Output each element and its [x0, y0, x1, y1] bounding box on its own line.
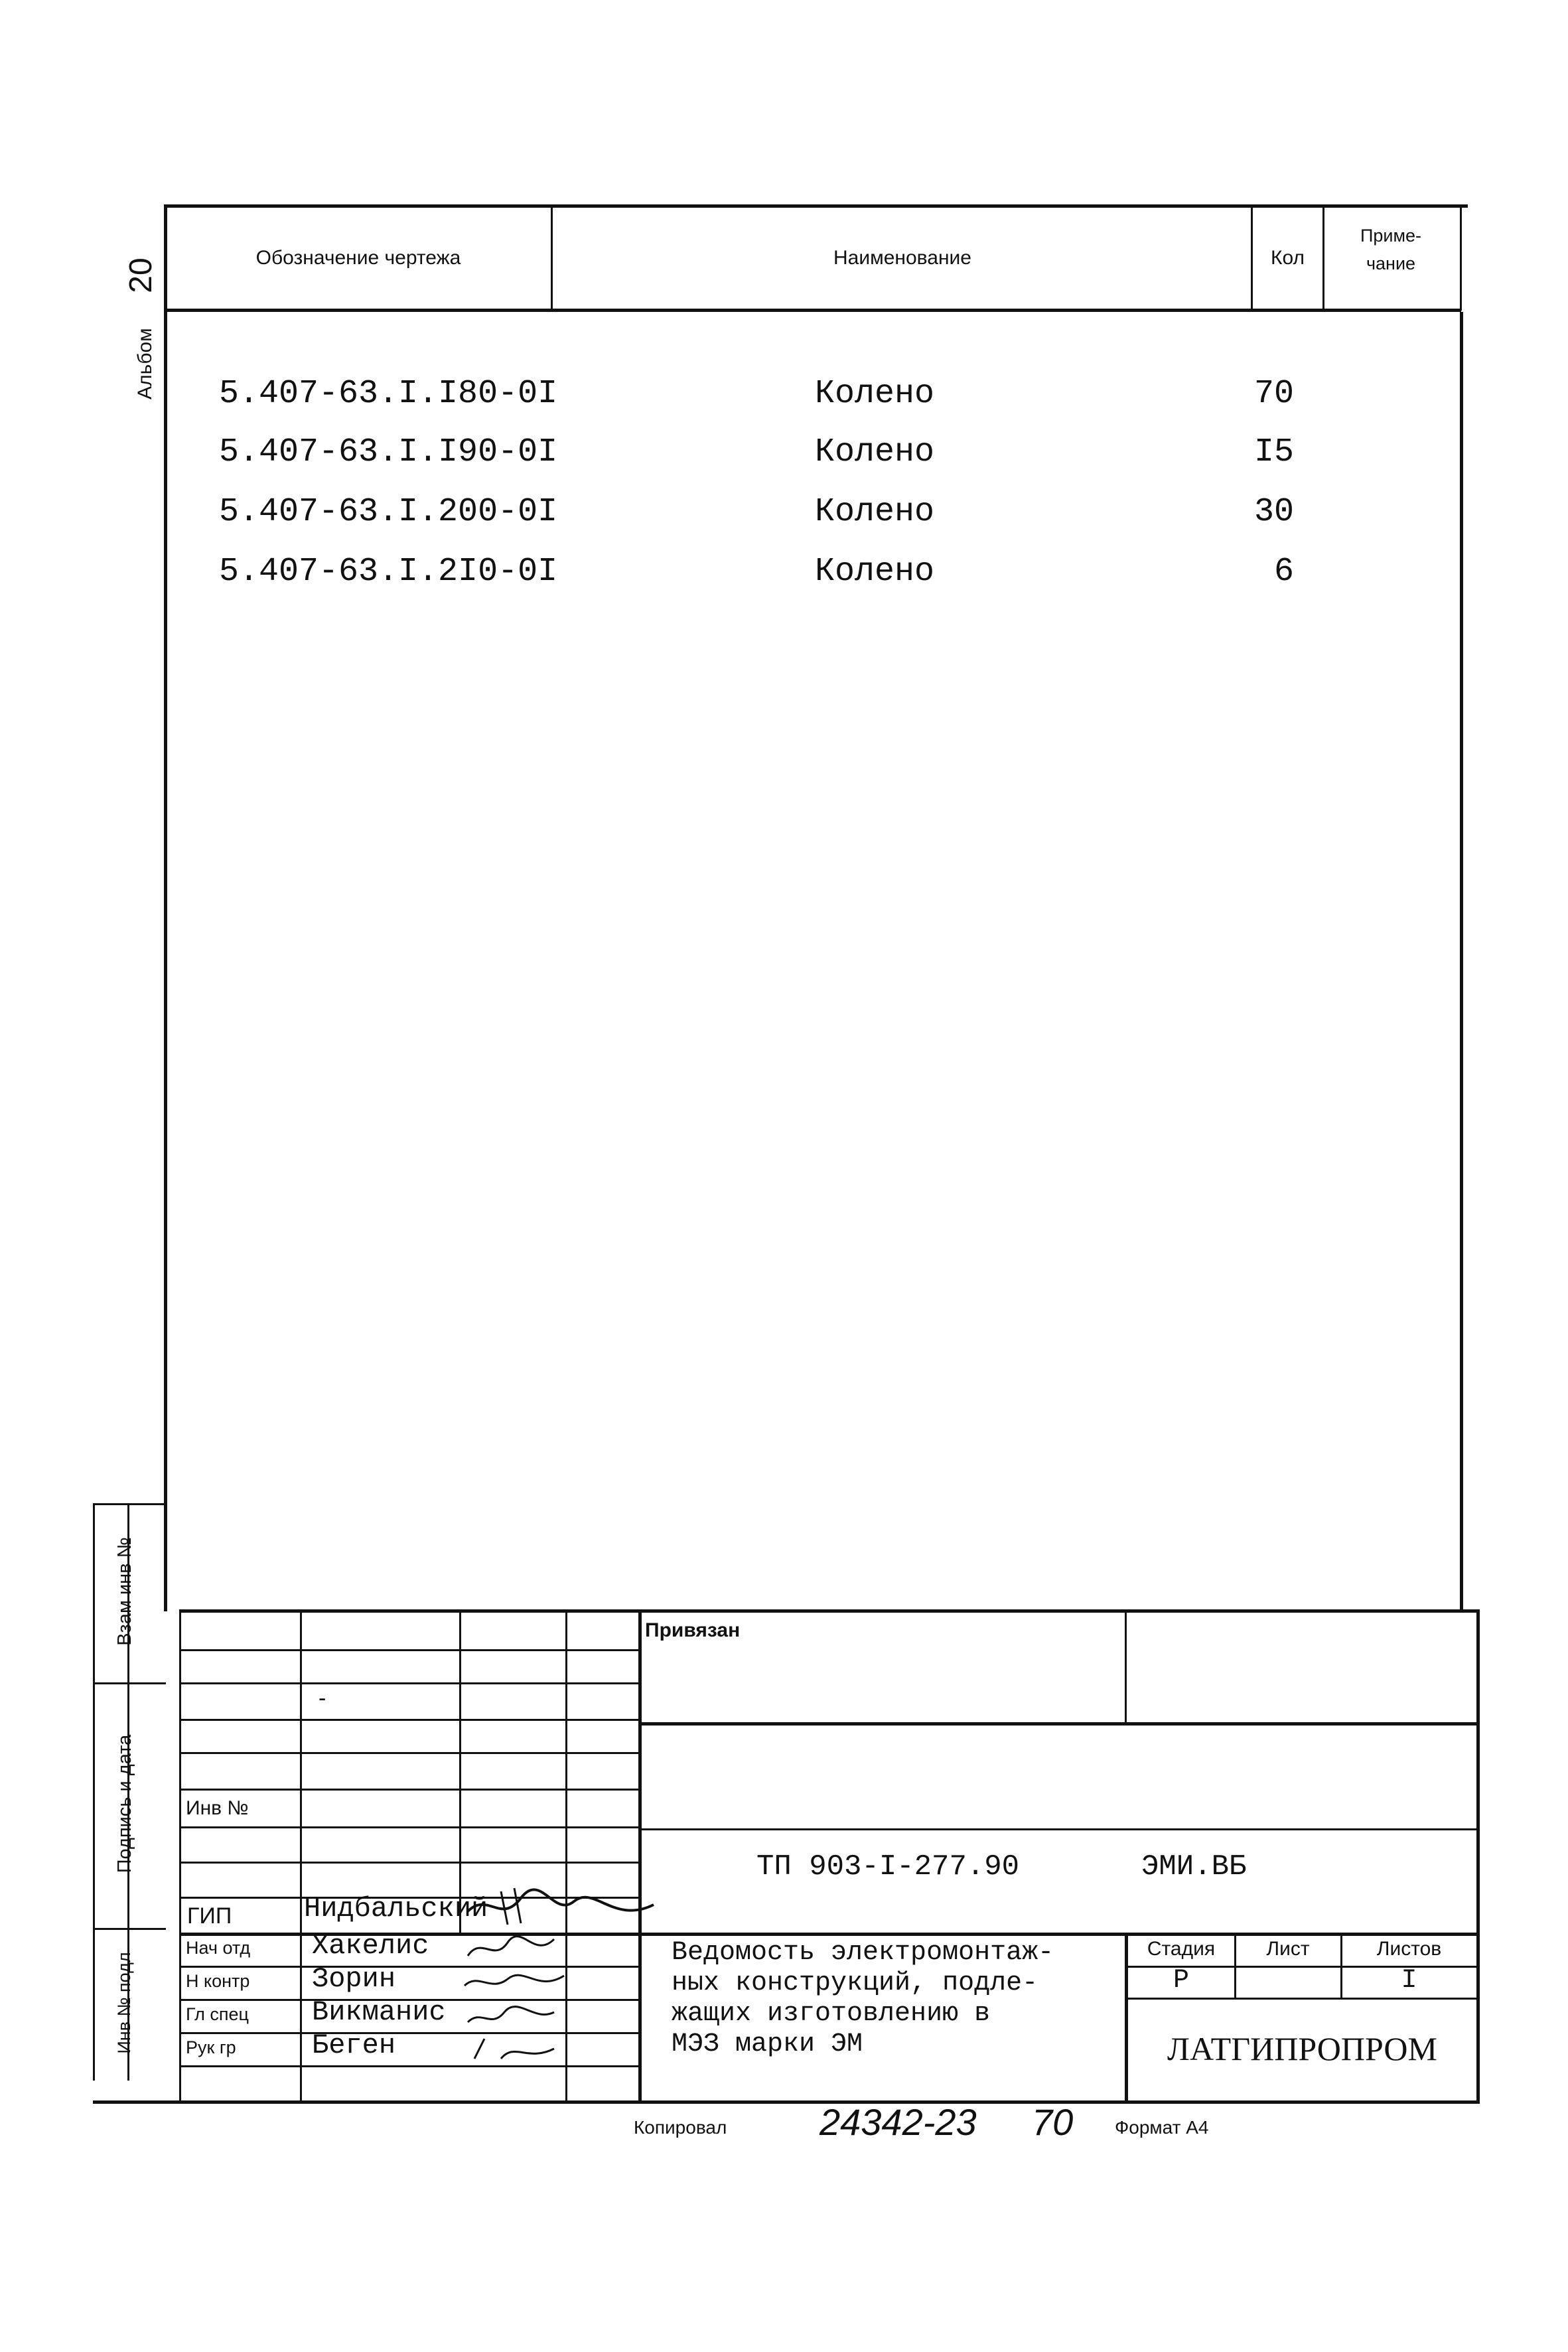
header-note-line2: чание [1366, 254, 1416, 273]
row-1-qty: 70 [1253, 375, 1294, 413]
row-4-name: Колено [815, 553, 935, 591]
name-nach-otd: Хакелис [312, 1930, 429, 1962]
stamp-dash: - [319, 1686, 326, 1711]
signature-n-kontr [461, 1966, 567, 1999]
doc-title-line4: МЭЗ марки ЭМ [672, 2029, 863, 2059]
row-3-designation: 5.407-63.I.200-0I [219, 493, 558, 531]
signature-gip [461, 1878, 660, 1931]
row-1-designation: 5.407-63.I.I80-0I [219, 375, 558, 413]
side-label-podpis: Подпись и дата [114, 1734, 135, 1874]
row-4-designation: 5.407-63.I.2I0-0I [219, 553, 558, 591]
doc-code: ЭМИ.ВБ [1141, 1850, 1247, 1883]
name-ruk-gr: Беген [312, 2029, 396, 2061]
row-4-qty: 6 [1273, 553, 1294, 591]
sheet-label: Лист [1266, 1938, 1310, 1960]
role-n-kontr: Н контр [186, 1971, 250, 1991]
album-label: Альбом [134, 328, 156, 400]
role-gip: ГИП [187, 1903, 232, 1929]
album-number: 20 [123, 257, 159, 293]
name-gl-spets: Викманис [312, 1996, 446, 2028]
row-2-qty: I5 [1253, 433, 1294, 471]
privyazan-label: Привязан [645, 1619, 741, 1641]
doc-title-line1: Ведомость электромонтаж- [672, 1938, 1054, 1968]
organization: ЛАТГИПРОПРОМ [1167, 2030, 1437, 2067]
footer-page: 70 [1032, 2101, 1074, 2143]
role-ruk-gr: Рук гр [186, 2037, 236, 2057]
stage-value: Р [1173, 1966, 1189, 1996]
format-label: Формат А4 [1115, 2117, 1209, 2138]
header-qty: Кол [1270, 247, 1305, 269]
doc-title-line3: жащих изготовлению в [672, 1999, 991, 2029]
signature-gl-spets [461, 1999, 561, 2032]
signature-nach-otd [461, 1933, 561, 1966]
row-2-name: Колено [815, 433, 935, 471]
row-1-name: Колено [815, 375, 935, 413]
role-gl-spets: Гл спец [186, 2004, 249, 2024]
header-note-line1: Приме- [1360, 226, 1422, 246]
header-designation: Обозначение чертежа [255, 247, 461, 269]
sheets-label: Листов [1376, 1938, 1442, 1960]
project-code: ТП 903-I-277.90 [756, 1850, 1020, 1883]
inv-no-label: Инв № [186, 1797, 249, 1819]
sheets-value: I [1401, 1966, 1417, 1996]
role-nach-otd: Нач отд [186, 1938, 251, 1958]
signature-ruk-gr [461, 2032, 561, 2065]
doc-title-line2: ных конструкций, подле- [672, 1968, 1038, 1998]
name-n-kontr: Зорин [312, 1963, 396, 1995]
row-3-qty: 30 [1253, 493, 1294, 531]
header-name: Наименование [833, 247, 971, 269]
copied-label: Копировал [634, 2117, 727, 2138]
stage-label: Стадия [1147, 1938, 1216, 1960]
row-3-name: Колено [815, 493, 935, 531]
footer-number: 24342-23 [820, 2101, 977, 2143]
name-gip: Нидбальский [304, 1893, 488, 1925]
side-label-vzam: Взам инв № [114, 1537, 135, 1646]
side-label-inv: Инв № подл [114, 1952, 134, 2054]
row-2-designation: 5.407-63.I.I90-0I [219, 433, 558, 471]
